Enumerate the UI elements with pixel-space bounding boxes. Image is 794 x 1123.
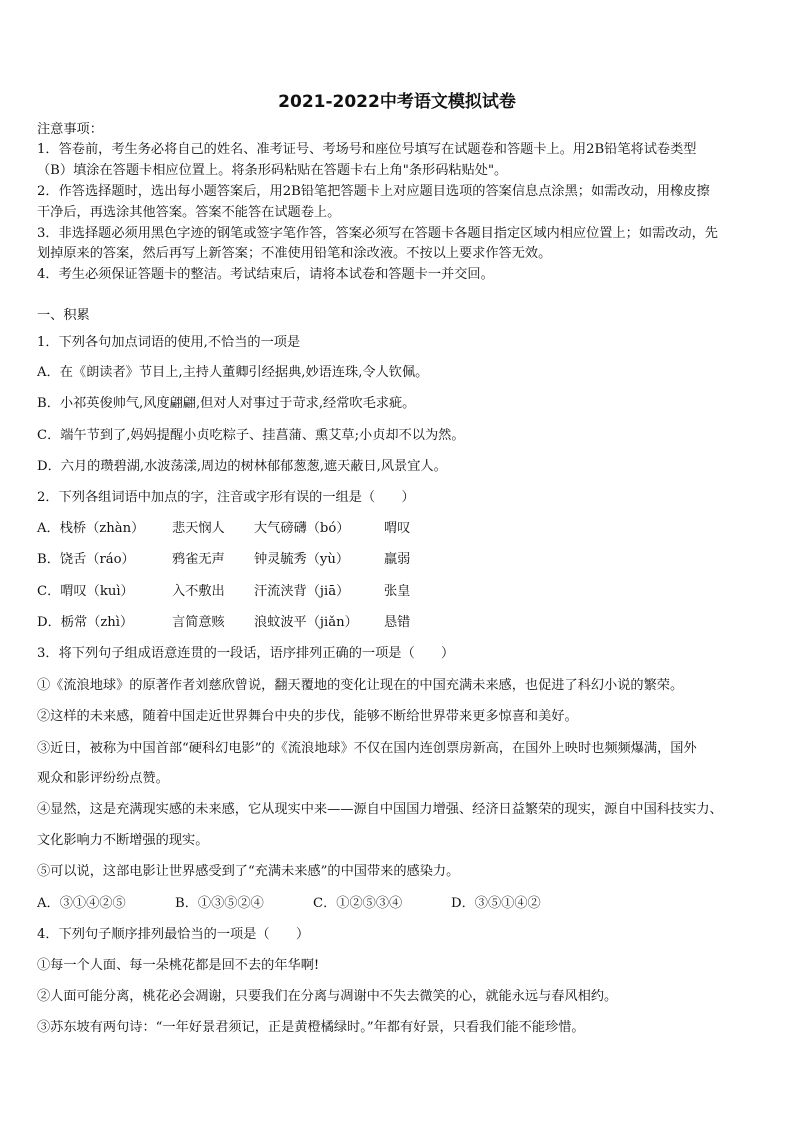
- question-3-sentence: 观众和影评纷纷点赞。: [37, 771, 169, 786]
- question-4-sentence: ①每一个人面、每一朵桃花都是回不去的年华啊!: [37, 958, 320, 973]
- question-4-stem: 4．下列句子顺序排列最恰当的一项是（ ）: [37, 927, 310, 942]
- question-2-stem: 2．下列各组词语中加点的字，注音或字形有误的一组是（ ）: [37, 490, 415, 505]
- question-1-option: D．六月的瓒碧湖,水波荡漾,周边的树林郁郁葱葱,遮天蔽日,风景宜人。: [37, 459, 447, 474]
- question-1-stem: 1．下列各句加点词语的使用,不恰当的一项是: [37, 335, 301, 350]
- question-2-row: D．栃常（zhì） 言简意赅 浪蚊波平（jiǎn） 恳错: [37, 615, 411, 630]
- question-4-sentence: ③苏东坡有两句诗：“一年好景君须记，正是黄橙橘绿时。”年都有好景，只看我们能不能珍惜。: [37, 1020, 585, 1035]
- notice-line: 干净后，再选涂其他答案。答案不能答在试题卷上。: [37, 205, 341, 220]
- question-3-sentence: ③近日，被称为中国首部“硬科幻电影”的《流浪地球》不仅在国内连创票房新高，在国外上映时也频频爆满，国外: [37, 741, 697, 756]
- notice-line: 4．考生必须保证答题卡的整洁。考试结束后，请将本试卷和答题卡一并交回。: [37, 267, 494, 282]
- question-3-stem: 3．将下列句子组成语意连贯的一段话，语序排列正确的一项是（ ）: [37, 646, 455, 661]
- notice-heading: 注意事项：: [37, 122, 103, 137]
- question-2-row: C．喟叹（kuì） 入不敷出 汗流浃背（jiā） 张皇: [37, 584, 411, 599]
- notice-line: 2．作答选择题时，选出每小题答案后，用2B铅笔把答题卡上对应题目选项的答案信息点涂黑；如需改动，用橡皮擦: [37, 184, 710, 199]
- notice-line: （B）填涂在答题卡相应位置上。将条形码粘贴在答题卡右上角"条形码粘贴处"。: [37, 163, 508, 178]
- question-3-sentence: ④显然，这是充满现实感的未来感，它从现实中来——源自中国国力增强、经济日益繁荣的现实，源自中国科技实力、: [37, 802, 723, 817]
- question-1-option: C．端午节到了,妈妈提醒小贞吃粽子、挂菖蒲、熏艾草;小贞却不以为然。: [37, 428, 465, 443]
- question-3-answers: A．③①④②⑤ B．①③⑤②④ C．①②⑤③④ D．③⑤①④②: [37, 896, 541, 911]
- page-title: 2021-2022中考语文模拟试卷: [278, 92, 516, 112]
- question-3-sentence: ②这样的未来感，随着中国走近世界舞台中央的步伐，能够不断给世界带来更多惊喜和美好。: [37, 709, 578, 724]
- question-4-sentence: ②人面可能分离，桃花必会凋谢，只要我们在分离与凋谢中不失去微笑的心，就能永远与春风相约。: [37, 989, 618, 1004]
- notice-line: 1．答卷前，考生务必将自己的姓名、准考证号、考场号和座位号填写在试题卷和答题卡上。用2B铅笔将试卷类型: [37, 142, 697, 157]
- question-2-row: B．饶舌（ráo） 鸦雀无声 钟灵毓秀（yù） 羸弱: [37, 552, 411, 567]
- notice-line: 3．非选择题必须用黑色字迹的钢笔或签字笔作答，答案必须写在答题卡各题目指定区域内相应位置上；如需改动，先: [37, 226, 718, 241]
- section-heading: 一、积累: [37, 308, 90, 323]
- question-1-option: B．小祁英俊帅气,风度翩翩,但对人对事过于苛求,经常吹毛求疵。: [37, 396, 416, 411]
- question-1-option: A．在《朗读者》节目上,主持人董卿引经据典,妙语连珠,令人钦佩。: [37, 365, 429, 380]
- question-3-sentence: ①《流浪地球》的原著作者刘慈欣曾说，翻天覆地的变化让现在的中国充满未来感，也促进了科幻小说的繁荣。: [37, 678, 684, 693]
- notice-line: 划掉原来的答案，然后再写上新答案；不准使用铅笔和涂改液。不按以上要求作答无效。: [37, 246, 552, 261]
- question-2-row: A．栈桥（zhàn） 悲天悯人 大气磅礴（bó） 喟叹: [37, 521, 411, 536]
- question-3-sentence: 文化影响力不断增强的现实。: [37, 833, 209, 848]
- question-3-sentence: ⑤可以说，这部电影让世界感受到了“充满未来感”的中国带来的感染力。: [37, 864, 460, 879]
